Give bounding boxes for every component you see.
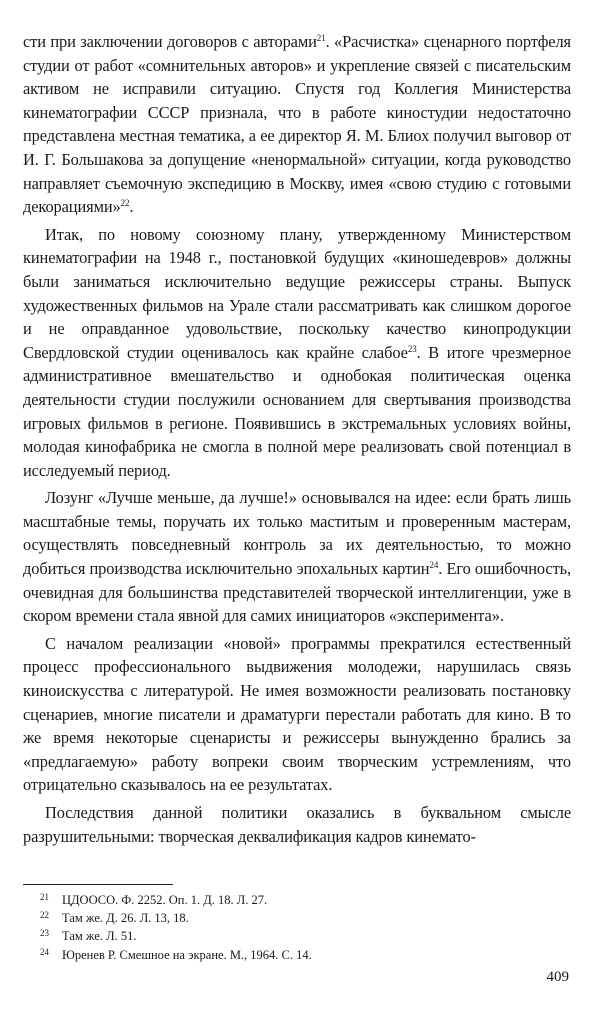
paragraph-text: Итак, по новому союзному плану, утвержденному Министерством кинематографии на 1948 г., постановкой будущих «киношедевров» должны были заниматься исключительно ведущие режиссеры страны. Выпуск художественных фильмов на Урале стали рассматривать как слишком дорогое и не оправданное удовольствие, поскольку качество кинопродукции Свердловской студии оценивалось как крайне слабое (23, 224, 571, 362)
footnote-text: Там же. Л. 51. (62, 929, 137, 944)
footnote-text: Юренев Р. Смешное на экране. М., 1964. С. 14. (62, 947, 312, 962)
paragraph-3 (23, 486, 571, 628)
paragraph-text: . «Расчистка» сценарного портфеля студии от работ «сомнительных авторов» и укрепление связей с писательским активом не исправили ситуацию. Спустя год Коллегия Министерства кинематографии СССР признала, что в работе киностудии недостаточно представлена местная тематика, а ее директор Я. М. Блиох получил выговор от И. Г. Большакова за допущение «ненормальной» ситуации, когда руководство направляет съемочную экспедицию в Москву, имея «свою студию с готовыми декорациями» (23, 32, 571, 217)
paragraph-text: Последствия данной политики оказались в буквальном смысле разрушительными: творческая деквалификация кадров кинемато- (23, 803, 571, 846)
footnote-number: 21 (40, 892, 49, 902)
paragraph-text: . В итоге чрезмерное административное вмешательство и однобокая политическая оценка деятельности студии послужили основанием для свертывания производства игровых фильмов в регионе. Появившись в экстремальных условиях войны, молодая кинофабрика не смогла в полной мере реализовать свой потенциал в исследуемый период. (23, 342, 571, 480)
paragraph-text: С началом реализации «новой» программы прекратился естественный процесс профессионального выдвижения молодежи, нарушилась связь киноискусства с литературой. Не имея возможности реализовать постановку сценариев, многие писатели и драматурги перестали работать для кино. В то же время некоторые сценаристы и режиссеры вынужденно брались за «предлагаемую» работу вопреки своим творческим устремлениям, что отрицательно сказывалось на ее результатах. (23, 633, 571, 795)
paragraph-1 (23, 30, 571, 219)
footnote-text: Там же. Д. 26. Л. 13, 18. (62, 911, 189, 926)
footnote-item (40, 927, 560, 945)
footnote-item (40, 909, 560, 927)
paragraph-5 (23, 801, 571, 848)
footnote-item (40, 946, 560, 964)
paragraph-4 (23, 632, 571, 797)
footnote-divider (23, 884, 173, 885)
footnote-number: 22 (40, 910, 49, 921)
footnote-ref[interactable]: 21 (316, 33, 326, 43)
footnote-ref[interactable]: 22 (120, 198, 130, 209)
page-body (23, 30, 571, 852)
footnote-ref[interactable]: 23 (407, 343, 417, 354)
footnotes (40, 891, 560, 964)
paragraph-text: Лозунг «Лучше меньше, да лучше!» основывался на идее: если брать лишь масштабные темы, поручать их только маститым и проверенным мастерам, осуществлять повседневный контроль за их деятельностью, то можно добиться производства исключительно эпохальных картин (23, 488, 571, 579)
footnote-number: 24 (40, 946, 49, 957)
footnote-item (40, 891, 560, 909)
paragraph-2 (23, 223, 571, 483)
page-number: 409 (546, 969, 569, 985)
paragraph-text: . Его ошибочность, очевидная для большинства представителей творческой интеллигенции, уже в скором времени стала явной для самих инициаторов «эксперимента». (23, 559, 571, 626)
footnote-ref[interactable]: 24 (429, 560, 439, 571)
footnote-number: 23 (40, 928, 49, 939)
paragraph-text: сти при заключении договоров с авторами (23, 32, 317, 51)
footnote-text: ЦДООСО. Ф. 2252. Оп. 1. Д. 18. Л. 27. (62, 893, 268, 907)
paragraph-text: . (129, 197, 134, 217)
